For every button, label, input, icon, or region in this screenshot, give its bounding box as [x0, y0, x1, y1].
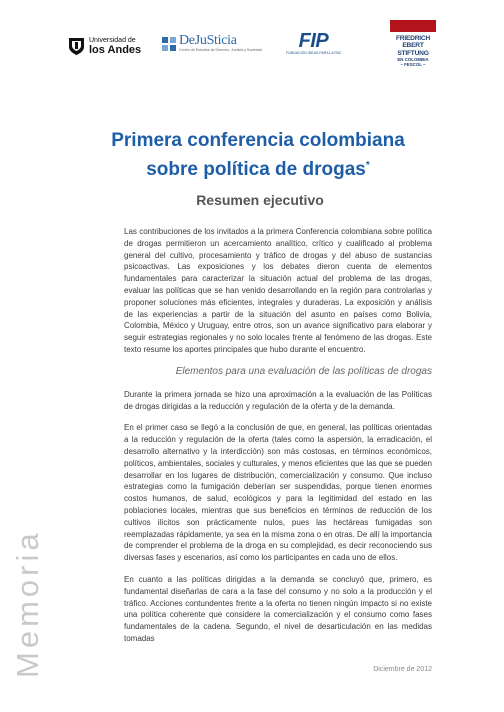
- section-heading: Elementos para una evaluación de las políticas de drogas: [175, 365, 432, 377]
- fescol-logo: [389, 20, 437, 68]
- document-body: [124, 226, 432, 655]
- fescol-line2: EBERT: [402, 42, 424, 50]
- body-paragraph-1: Durante la primera jornada se hizo una aproximación a la evaluación de las Políticas de drogas dirigidas a la reducción y regulación de la oferta y de la demanda.: [124, 389, 432, 411]
- page-title: [96, 128, 420, 182]
- uniandes-line1: Universidad de: [89, 36, 136, 44]
- logo-bar: [0, 0, 504, 96]
- title-footnote-mark: *: [365, 160, 370, 171]
- dejusticia-tagline: Centro de Estudios de Derecho, Justicia y Sociedad: [179, 48, 262, 52]
- intro-paragraph: Las contribuciones de los invitados a la primera Conferencia colombiana sobre política de drogas permitieron un acercamiento analítico, crítico y cualificado al problema general del cultivo, procesamiento y tráfico de drogas y del abuso de sustancias psicoactivas. Las exposiciones y los debates dieron cuenta de elementos fundamentales para caracterizar la situación actual del problema de las drogas, evaluar las políticas que se han venido desarrollando en la región para controlarlas y proponer soluciones más eficientes, integrales y duraderas. La exposición y análisis de las experiencias a partir de la situación del asunto en países como Bolivia, Colombia, México y Uruguay, entre otros, son un avance significativo para elaborar y seguir estrategias regionales y no solo locales frente al fenómeno de las drogas. Este texto resume los aportes principales que hubo durante el encuentro.: [124, 227, 432, 354]
- page-subtitle: Resumen ejecutivo: [196, 192, 324, 208]
- fescol-line4: EN COLOMBIA: [397, 56, 429, 62]
- fescol-red-bar: [390, 20, 436, 32]
- fip-tagline: FUNDACIÓN IDEAS PARA LA PAZ: [286, 51, 341, 55]
- side-label-memoria: Memoria: [10, 529, 45, 678]
- publication-date: Diciembre de 2012: [373, 666, 432, 673]
- title-line1: Primera conferencia colombiana: [111, 130, 405, 151]
- dejusticia-logo: [162, 34, 262, 53]
- body-paragraph-2: En el primer caso se llegó a la conclusión de que, en general, las políticas orientadas a la reducción y regulación de la oferta (tales como la aspersión, la erradicación, el desarrollo alternativo y la interdicción) son más costosas, en términos económicos, políticos, ambientales, sociales y culturales, y menos eficientes que las que se pueden desarrollar en los lugares de distribución, comercialización y consumo. Que incluso estrategias como la fumigación deberían ser suspendidas, porque tienen enormes costos humanos, de salud, ecológicos y para la legitimidad del estado en las poblaciones locales, mientras que sus beneficios en términos de reducción de los cultivos ilícitos son prácticamente nulos, pues las hectáreas fumigadas son reemplazadas rápidamente, ya sea en la misma zona o en otras. De allí la importancia de comprender el problema de la droga en su complejidad, es decir reconociendo sus diversas fases y escenarios, así como los participantes en cada uno de ellos.: [124, 423, 432, 563]
- dejusticia-name: DeJuSticia: [179, 33, 237, 48]
- title-line2: sobre política de drogas: [146, 159, 366, 180]
- fescol-line3: STIFTUNG: [397, 49, 429, 57]
- fescol-line1: FRIEDRICH: [395, 35, 431, 42]
- fip-logo: [286, 31, 341, 56]
- dejusticia-squares-icon: [162, 37, 176, 51]
- uniandes-line2: los Andes: [89, 43, 142, 56]
- uniandes-crest-icon: [68, 36, 85, 56]
- body-paragraph-3: En cuanto a las políticas dirigidas a la demanda se concluyó que, primero, es fundamental diseñarlas de cara a la fase del consumo y no solo a la producción y el tráfico. Acciones contundentes frente a la oferta no tienen ningún impacto si no existe una política coherente que considere la comercialización y el consumo como fases fundamentales de la cadena. Segundo, el nivel de desarticulación en las medidas tomadas: [124, 574, 432, 643]
- fescol-line5: – FESCOL –: [400, 62, 426, 68]
- fip-name: FIP: [298, 30, 329, 52]
- uniandes-logo: [68, 36, 141, 56]
